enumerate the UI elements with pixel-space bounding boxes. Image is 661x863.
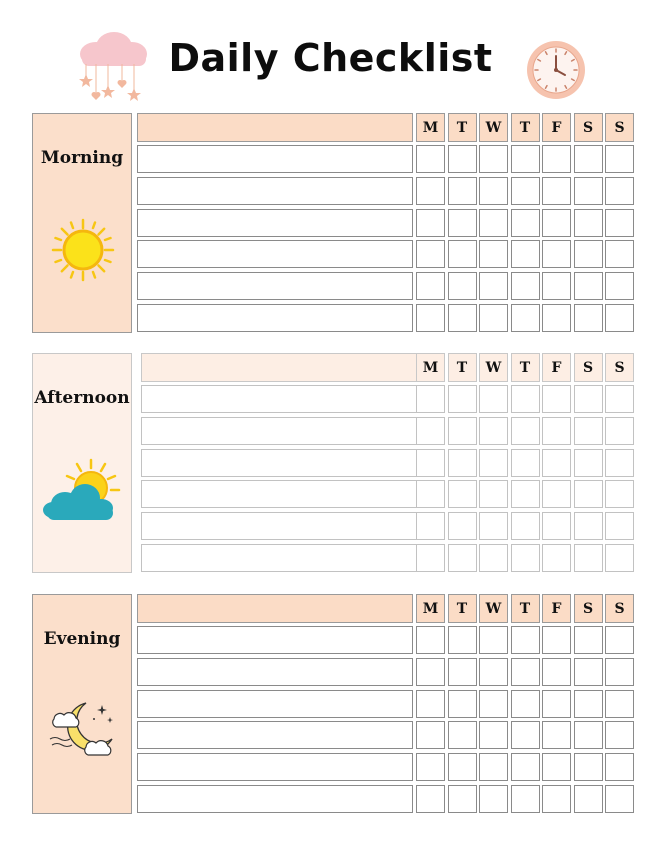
clock-icon	[524, 38, 588, 102]
day-checkbox[interactable]	[605, 272, 634, 300]
day-checkbox[interactable]	[448, 449, 477, 477]
task-row[interactable]	[137, 785, 413, 813]
day-header: M	[416, 353, 445, 382]
day-checkbox[interactable]	[511, 177, 540, 205]
task-row[interactable]	[137, 626, 413, 654]
day-checkbox[interactable]	[511, 753, 540, 781]
task-row[interactable]	[141, 512, 417, 540]
day-checkbox[interactable]	[416, 240, 445, 268]
day-checkbox[interactable]	[479, 272, 508, 300]
day-checkbox[interactable]	[511, 240, 540, 268]
day-checkbox[interactable]	[574, 690, 603, 718]
section-label-panel	[32, 353, 132, 573]
day-checkbox[interactable]	[605, 417, 634, 445]
day-checkbox[interactable]	[511, 721, 540, 749]
day-checkbox[interactable]	[542, 209, 571, 237]
day-checkbox[interactable]	[511, 272, 540, 300]
section-label: Morning	[40, 148, 124, 168]
day-checkbox[interactable]	[542, 626, 571, 654]
day-checkbox[interactable]	[479, 240, 508, 268]
day-checkbox[interactable]	[542, 417, 571, 445]
day-checkbox[interactable]	[574, 209, 603, 237]
day-checkbox[interactable]	[479, 658, 508, 686]
task-row[interactable]	[141, 449, 417, 477]
sun-icon	[51, 218, 115, 286]
task-row[interactable]	[141, 480, 417, 508]
day-checkbox[interactable]	[511, 626, 540, 654]
task-row[interactable]	[137, 658, 413, 686]
day-header: F	[542, 113, 571, 142]
day-checkbox[interactable]	[511, 417, 540, 445]
day-checkbox[interactable]	[448, 753, 477, 781]
section-afternoon	[0, 353, 661, 575]
day-header: T	[511, 113, 540, 142]
day-checkbox[interactable]	[605, 304, 634, 332]
task-row[interactable]	[137, 209, 413, 237]
day-checkbox[interactable]	[416, 385, 445, 413]
day-checkbox[interactable]	[416, 512, 445, 540]
day-checkbox[interactable]	[479, 721, 508, 749]
day-checkbox[interactable]	[605, 544, 634, 572]
day-checkbox[interactable]	[448, 721, 477, 749]
day-checkbox[interactable]	[479, 209, 508, 237]
day-checkbox[interactable]	[479, 304, 508, 332]
day-checkbox[interactable]	[542, 449, 571, 477]
day-checkbox[interactable]	[479, 417, 508, 445]
day-checkbox[interactable]	[574, 544, 603, 572]
day-checkbox[interactable]	[479, 145, 508, 173]
day-checkbox[interactable]	[448, 785, 477, 813]
day-header: T	[448, 353, 477, 382]
day-checkbox[interactable]	[542, 658, 571, 686]
day-checkbox[interactable]	[574, 417, 603, 445]
section-header-bar	[141, 353, 417, 382]
task-row[interactable]	[137, 753, 413, 781]
day-checkbox[interactable]	[479, 753, 508, 781]
day-checkbox[interactable]	[416, 145, 445, 173]
day-header: M	[416, 594, 445, 623]
day-checkbox[interactable]	[416, 480, 445, 508]
day-checkbox[interactable]	[448, 209, 477, 237]
moon-icon	[46, 699, 122, 765]
day-checkbox[interactable]	[605, 480, 634, 508]
day-checkbox[interactable]	[542, 753, 571, 781]
day-header: T	[511, 353, 540, 382]
section-label: Evening	[43, 629, 121, 649]
day-checkbox[interactable]	[479, 177, 508, 205]
day-header: T	[448, 594, 477, 623]
task-row[interactable]	[141, 544, 417, 572]
day-checkbox[interactable]	[542, 145, 571, 173]
day-checkbox[interactable]	[448, 240, 477, 268]
day-checkbox[interactable]	[416, 417, 445, 445]
day-checkbox[interactable]	[605, 658, 634, 686]
section-morning	[0, 113, 661, 335]
day-checkbox[interactable]	[605, 240, 634, 268]
day-checkbox[interactable]	[416, 209, 445, 237]
day-checkbox[interactable]	[574, 753, 603, 781]
day-header: S	[605, 594, 634, 623]
day-checkbox[interactable]	[511, 690, 540, 718]
day-checkbox[interactable]	[511, 449, 540, 477]
day-checkbox[interactable]	[448, 658, 477, 686]
day-checkbox[interactable]	[605, 177, 634, 205]
day-checkbox[interactable]	[574, 785, 603, 813]
day-checkbox[interactable]	[574, 177, 603, 205]
day-checkbox[interactable]	[448, 512, 477, 540]
day-header: F	[542, 594, 571, 623]
day-checkbox[interactable]	[511, 512, 540, 540]
task-row[interactable]	[137, 690, 413, 718]
day-checkbox[interactable]	[416, 753, 445, 781]
day-header: T	[511, 594, 540, 623]
day-header: W	[479, 594, 508, 623]
day-header: S	[605, 353, 634, 382]
day-checkbox[interactable]	[511, 209, 540, 237]
day-checkbox[interactable]	[448, 272, 477, 300]
day-checkbox[interactable]	[605, 385, 634, 413]
task-row[interactable]	[137, 721, 413, 749]
day-header: T	[448, 113, 477, 142]
day-checkbox[interactable]	[416, 690, 445, 718]
day-checkbox[interactable]	[511, 544, 540, 572]
task-row[interactable]	[137, 240, 413, 268]
day-header: F	[542, 353, 571, 382]
day-checkbox[interactable]	[574, 385, 603, 413]
day-checkbox[interactable]	[511, 304, 540, 332]
day-checkbox[interactable]	[574, 626, 603, 654]
day-checkbox[interactable]	[542, 385, 571, 413]
section-evening	[0, 594, 661, 816]
sun-cloud-icon	[41, 458, 125, 532]
day-checkbox[interactable]	[542, 721, 571, 749]
task-row[interactable]	[141, 385, 417, 413]
day-checkbox[interactable]	[416, 785, 445, 813]
day-checkbox[interactable]	[605, 209, 634, 237]
day-checkbox[interactable]	[605, 690, 634, 718]
day-checkbox[interactable]	[542, 512, 571, 540]
day-header: S	[574, 113, 603, 142]
task-row[interactable]	[137, 145, 413, 173]
day-checkbox[interactable]	[416, 544, 445, 572]
task-row[interactable]	[137, 177, 413, 205]
day-checkbox[interactable]	[605, 626, 634, 654]
day-checkbox[interactable]	[416, 272, 445, 300]
day-checkbox[interactable]	[416, 626, 445, 654]
day-checkbox[interactable]	[479, 785, 508, 813]
section-label-panel	[32, 594, 132, 814]
day-checkbox[interactable]	[448, 177, 477, 205]
day-checkbox[interactable]	[542, 304, 571, 332]
day-checkbox[interactable]	[479, 626, 508, 654]
day-header: W	[479, 113, 508, 142]
cloud-mobile-icon	[74, 30, 154, 108]
day-checkbox[interactable]	[542, 272, 571, 300]
day-checkbox[interactable]	[574, 304, 603, 332]
day-checkbox[interactable]	[542, 177, 571, 205]
day-checkbox[interactable]	[574, 449, 603, 477]
day-checkbox[interactable]	[448, 626, 477, 654]
day-checkbox[interactable]	[542, 240, 571, 268]
page-title: Daily Checklist	[168, 36, 493, 80]
day-checkbox[interactable]	[574, 145, 603, 173]
day-checkbox[interactable]	[479, 690, 508, 718]
day-checkbox[interactable]	[574, 272, 603, 300]
section-header-bar	[137, 594, 413, 623]
day-checkbox[interactable]	[542, 480, 571, 508]
section-label-panel	[32, 113, 132, 333]
day-checkbox[interactable]	[542, 785, 571, 813]
day-checkbox[interactable]	[479, 512, 508, 540]
day-header: W	[479, 353, 508, 382]
day-checkbox[interactable]	[542, 690, 571, 718]
day-checkbox[interactable]	[574, 658, 603, 686]
day-checkbox[interactable]	[448, 145, 477, 173]
day-header: S	[605, 113, 634, 142]
day-checkbox[interactable]	[542, 544, 571, 572]
day-header: S	[574, 353, 603, 382]
day-checkbox[interactable]	[448, 480, 477, 508]
day-header: M	[416, 113, 445, 142]
day-checkbox[interactable]	[479, 449, 508, 477]
day-checkbox[interactable]	[605, 753, 634, 781]
day-checkbox[interactable]	[511, 385, 540, 413]
day-checkbox[interactable]	[479, 385, 508, 413]
day-checkbox[interactable]	[416, 449, 445, 477]
section-header-bar	[137, 113, 413, 142]
day-checkbox[interactable]	[574, 480, 603, 508]
task-row[interactable]	[141, 417, 417, 445]
day-checkbox[interactable]	[511, 785, 540, 813]
day-checkbox[interactable]	[416, 658, 445, 686]
day-checkbox[interactable]	[605, 785, 634, 813]
day-checkbox[interactable]	[511, 145, 540, 173]
task-row[interactable]	[137, 272, 413, 300]
day-checkbox[interactable]	[605, 449, 634, 477]
day-checkbox[interactable]	[574, 721, 603, 749]
day-checkbox[interactable]	[448, 690, 477, 718]
day-checkbox[interactable]	[448, 304, 477, 332]
day-checkbox[interactable]	[416, 721, 445, 749]
day-checkbox[interactable]	[605, 512, 634, 540]
day-checkbox[interactable]	[448, 417, 477, 445]
day-header: S	[574, 594, 603, 623]
day-checkbox[interactable]	[511, 480, 540, 508]
section-label: Afternoon	[34, 388, 130, 408]
day-checkbox[interactable]	[574, 240, 603, 268]
task-row[interactable]	[137, 304, 413, 332]
day-checkbox[interactable]	[574, 512, 603, 540]
day-checkbox[interactable]	[448, 544, 477, 572]
day-checkbox[interactable]	[511, 658, 540, 686]
day-checkbox[interactable]	[448, 385, 477, 413]
day-checkbox[interactable]	[605, 721, 634, 749]
day-checkbox[interactable]	[479, 544, 508, 572]
day-checkbox[interactable]	[416, 304, 445, 332]
day-checkbox[interactable]	[479, 480, 508, 508]
day-checkbox[interactable]	[605, 145, 634, 173]
day-checkbox[interactable]	[416, 177, 445, 205]
